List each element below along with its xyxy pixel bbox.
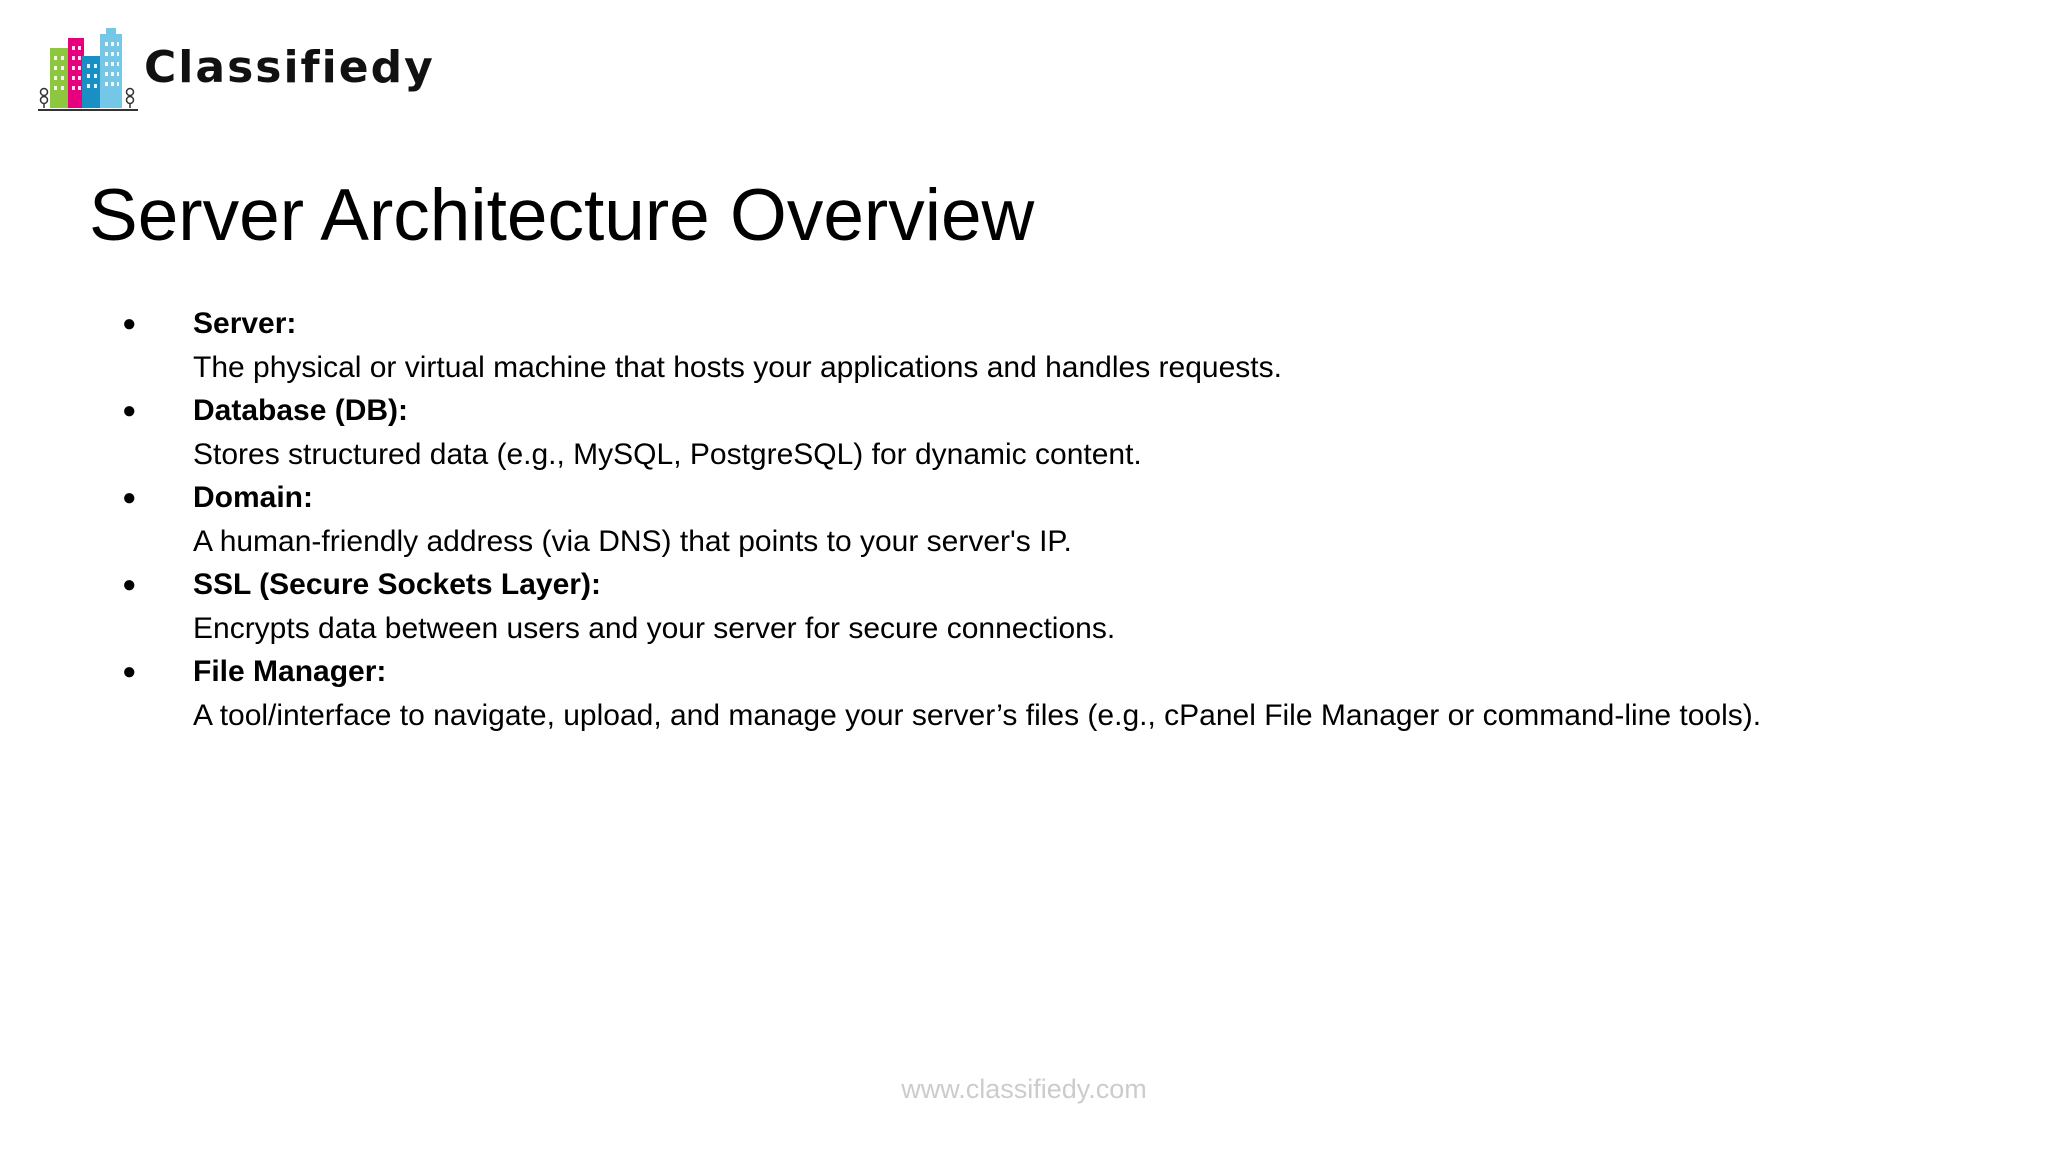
- list-item: [0, 563, 2000, 650]
- bullet-description: Encrypts data between users and your server for secure connections.: [193, 611, 1116, 645]
- bullet-icon: ●: [122, 484, 137, 511]
- bullet-description: A human-friendly address (via DNS) that points to your server's IP.: [193, 524, 1072, 558]
- bullet-description: Stores structured data (e.g., MySQL, PostgreSQL) for dynamic content.: [193, 437, 1142, 471]
- bullet-term: Database (DB):: [193, 394, 409, 427]
- bullet-term: Domain:: [193, 481, 313, 514]
- bullet-icon: ●: [122, 571, 137, 598]
- list-item: [0, 302, 2000, 389]
- list-item: [0, 389, 2000, 476]
- bullet-icon: ●: [122, 397, 137, 424]
- bullet-term: File Manager:: [193, 655, 387, 688]
- bullet-description: A tool/interface to navigate, upload, and manage your server’s files (e.g., cPanel File Manager or command-line tools).: [193, 698, 1762, 732]
- bullet-list: [0, 302, 2000, 737]
- slide-title: Server Architecture Overview: [89, 175, 1035, 256]
- brand-logo: [36, 24, 435, 118]
- footer-url: www.classifiedy.com: [901, 1074, 1147, 1104]
- bullet-icon: ●: [122, 310, 137, 337]
- bullet-term: SSL (Secure Sockets Layer):: [193, 568, 601, 601]
- list-item: [0, 476, 2000, 563]
- city-buildings-icon: [36, 26, 140, 116]
- bullet-term: Server:: [193, 307, 297, 340]
- bullet-description: The physical or virtual machine that hosts your applications and handles requests.: [193, 350, 1282, 384]
- brand-name: Classifiedy: [144, 41, 435, 93]
- bullet-icon: ●: [122, 658, 137, 685]
- list-item: [0, 650, 2000, 737]
